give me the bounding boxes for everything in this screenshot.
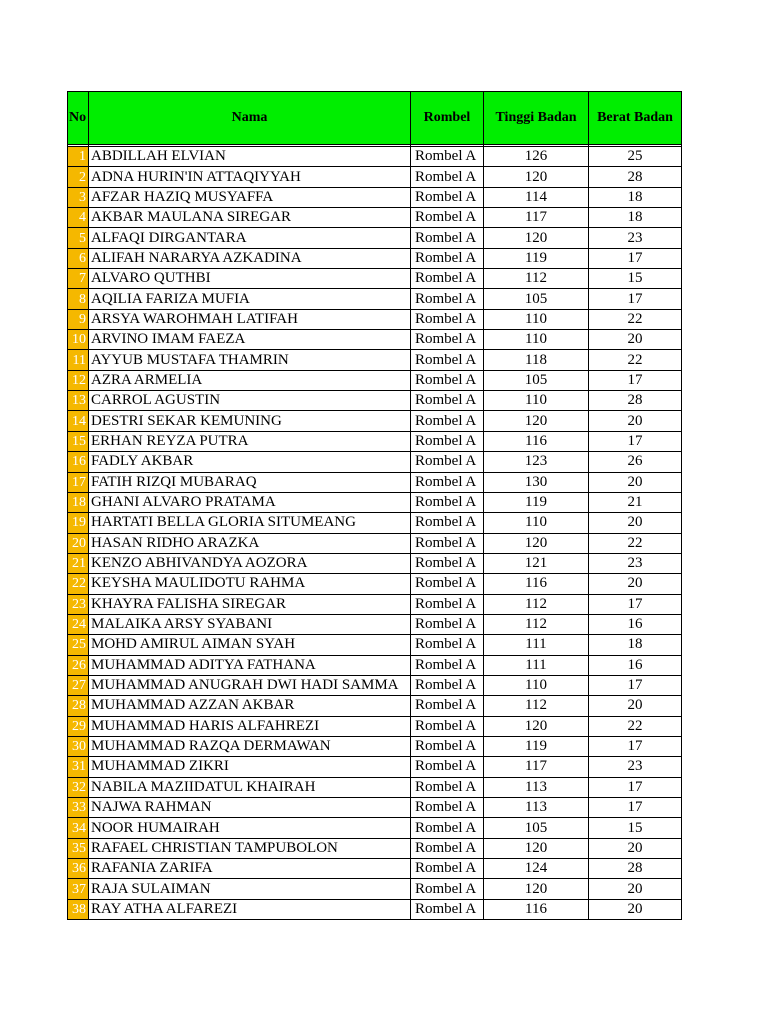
row-number-cell[interactable]: 30 xyxy=(68,736,89,756)
nama-cell[interactable]: FADLY AKBAR xyxy=(89,452,411,472)
rombel-cell[interactable]: Rombel A xyxy=(411,330,484,350)
berat-badan-cell[interactable]: 16 xyxy=(589,655,682,675)
tinggi-badan-cell[interactable]: 111 xyxy=(484,655,589,675)
berat-badan-cell[interactable]: 28 xyxy=(589,167,682,187)
tinggi-badan-cell[interactable]: 119 xyxy=(484,492,589,512)
berat-badan-cell[interactable]: 18 xyxy=(589,187,682,207)
nama-cell[interactable]: MUHAMMAD AZZAN AKBAR xyxy=(89,696,411,716)
berat-badan-cell[interactable]: 20 xyxy=(589,574,682,594)
row-number-cell[interactable]: 17 xyxy=(68,472,89,492)
nama-cell[interactable]: KHAYRA FALISHA SIREGAR xyxy=(89,594,411,614)
row-number-cell[interactable]: 35 xyxy=(68,838,89,858)
berat-badan-cell[interactable]: 20 xyxy=(589,472,682,492)
rombel-cell[interactable]: Rombel A xyxy=(411,594,484,614)
nama-cell[interactable]: GHANI ALVARO PRATAMA xyxy=(89,492,411,512)
rombel-cell[interactable]: Rombel A xyxy=(411,350,484,370)
berat-badan-cell[interactable]: 17 xyxy=(589,594,682,614)
berat-badan-cell[interactable]: 18 xyxy=(589,635,682,655)
rombel-cell[interactable]: Rombel A xyxy=(411,228,484,248)
rombel-cell[interactable]: Rombel A xyxy=(411,309,484,329)
berat-badan-cell[interactable]: 20 xyxy=(589,879,682,899)
header-row xyxy=(68,92,682,145)
tinggi-badan-cell[interactable]: 130 xyxy=(484,472,589,492)
row-number-cell[interactable]: 20 xyxy=(68,533,89,553)
nama-cell[interactable]: ERHAN REYZA PUTRA xyxy=(89,431,411,451)
row-number-cell[interactable]: 19 xyxy=(68,513,89,533)
tinggi-badan-cell[interactable]: 110 xyxy=(484,309,589,329)
tinggi-badan-cell[interactable]: 120 xyxy=(484,838,589,858)
rombel-cell[interactable]: Rombel A xyxy=(411,614,484,634)
tinggi-badan-cell[interactable]: 116 xyxy=(484,899,589,919)
berat-badan-cell[interactable]: 22 xyxy=(589,716,682,736)
nama-cell[interactable]: DESTRI SEKAR KEMUNING xyxy=(89,411,411,431)
rombel-cell[interactable]: Rombel A xyxy=(411,859,484,879)
tinggi-badan-cell[interactable]: 117 xyxy=(484,757,589,777)
tinggi-badan-cell[interactable]: 110 xyxy=(484,513,589,533)
berat-badan-cell[interactable]: 20 xyxy=(589,411,682,431)
berat-badan-cell[interactable]: 23 xyxy=(589,553,682,573)
rombel-cell[interactable]: Rombel A xyxy=(411,289,484,309)
row-number-cell[interactable]: 2 xyxy=(68,167,89,187)
berat-badan-cell[interactable]: 20 xyxy=(589,838,682,858)
row-number-cell[interactable]: 9 xyxy=(68,309,89,329)
nama-cell[interactable]: AFZAR HAZIQ MUSYAFFA xyxy=(89,187,411,207)
tinggi-badan-cell[interactable]: 116 xyxy=(484,431,589,451)
student-data-table xyxy=(67,91,682,920)
table-row xyxy=(68,675,682,695)
rombel-cell[interactable]: Rombel A xyxy=(411,147,484,167)
berat-badan-cell[interactable]: 25 xyxy=(589,147,682,167)
table-row xyxy=(68,716,682,736)
berat-badan-cell[interactable]: 17 xyxy=(589,736,682,756)
berat-badan-cell[interactable]: 17 xyxy=(589,289,682,309)
header-no[interactable]: No xyxy=(68,92,89,145)
nama-cell[interactable]: AKBAR MAULANA SIREGAR xyxy=(89,208,411,228)
nama-cell[interactable]: KEYSHA MAULIDOTU RAHMA xyxy=(89,574,411,594)
row-number-cell[interactable]: 4 xyxy=(68,208,89,228)
berat-badan-cell[interactable]: 20 xyxy=(589,330,682,350)
rombel-cell[interactable]: Rombel A xyxy=(411,167,484,187)
table-row xyxy=(68,533,682,553)
rombel-cell[interactable]: Rombel A xyxy=(411,208,484,228)
tinggi-badan-cell[interactable]: 126 xyxy=(484,147,589,167)
table-row xyxy=(68,330,682,350)
table-row xyxy=(68,452,682,472)
table-row xyxy=(68,370,682,390)
header-tinggi-badan[interactable]: Tinggi Badan xyxy=(484,92,589,145)
row-number-cell[interactable]: 32 xyxy=(68,777,89,797)
table-row xyxy=(68,492,682,512)
table-row xyxy=(68,391,682,411)
nama-cell[interactable]: HASAN RIDHO ARAZKA xyxy=(89,533,411,553)
row-number-cell[interactable]: 21 xyxy=(68,553,89,573)
rombel-cell[interactable]: Rombel A xyxy=(411,757,484,777)
rombel-cell[interactable]: Rombel A xyxy=(411,777,484,797)
tinggi-badan-cell[interactable]: 116 xyxy=(484,574,589,594)
rombel-cell[interactable]: Rombel A xyxy=(411,798,484,818)
tinggi-badan-cell[interactable]: 118 xyxy=(484,350,589,370)
row-number-cell[interactable]: 22 xyxy=(68,574,89,594)
rombel-cell[interactable]: Rombel A xyxy=(411,431,484,451)
berat-badan-cell[interactable]: 22 xyxy=(589,309,682,329)
row-number-cell[interactable]: 23 xyxy=(68,594,89,614)
rombel-cell[interactable]: Rombel A xyxy=(411,248,484,268)
table-row xyxy=(68,147,682,167)
table-row xyxy=(68,899,682,919)
row-number-cell[interactable]: 18 xyxy=(68,492,89,512)
rombel-cell[interactable]: Rombel A xyxy=(411,411,484,431)
table-row xyxy=(68,777,682,797)
table-row xyxy=(68,594,682,614)
table-row xyxy=(68,879,682,899)
table-body xyxy=(68,145,682,920)
nama-cell[interactable]: KENZO ABHIVANDYA AOZORA xyxy=(89,553,411,573)
nama-cell[interactable]: ALIFAH NARARYA AZKADINA xyxy=(89,248,411,268)
rombel-cell[interactable]: Rombel A xyxy=(411,716,484,736)
table-row xyxy=(68,350,682,370)
header-berat-badan[interactable]: Berat Badan xyxy=(589,92,682,145)
tinggi-badan-cell[interactable]: 120 xyxy=(484,716,589,736)
tinggi-badan-cell[interactable]: 112 xyxy=(484,269,589,289)
berat-badan-cell[interactable]: 22 xyxy=(589,533,682,553)
berat-badan-cell[interactable]: 17 xyxy=(589,370,682,390)
nama-cell[interactable]: ARSYA WAROHMAH LATIFAH xyxy=(89,309,411,329)
tinggi-badan-cell[interactable]: 120 xyxy=(484,167,589,187)
nama-cell[interactable]: RAY ATHA ALFAREZI xyxy=(89,899,411,919)
rombel-cell[interactable]: Rombel A xyxy=(411,391,484,411)
tinggi-badan-cell[interactable]: 120 xyxy=(484,411,589,431)
berat-badan-cell[interactable]: 23 xyxy=(589,757,682,777)
tinggi-badan-cell[interactable]: 111 xyxy=(484,635,589,655)
nama-cell[interactable]: HARTATI BELLA GLORIA SITUMEANG xyxy=(89,513,411,533)
tinggi-badan-cell[interactable]: 120 xyxy=(484,533,589,553)
berat-badan-cell[interactable]: 28 xyxy=(589,391,682,411)
row-number-cell[interactable]: 6 xyxy=(68,248,89,268)
table-row xyxy=(68,289,682,309)
row-number-cell[interactable]: 27 xyxy=(68,675,89,695)
nama-cell[interactable]: MUHAMMAD ADITYA FATHANA xyxy=(89,655,411,675)
row-number-cell[interactable]: 7 xyxy=(68,269,89,289)
nama-cell[interactable]: MUHAMMAD ANUGRAH DWI HADI SAMMA xyxy=(89,675,411,695)
rombel-cell[interactable]: Rombel A xyxy=(411,879,484,899)
header-rombel[interactable]: Rombel xyxy=(411,92,484,145)
table-row xyxy=(68,228,682,248)
row-number-cell[interactable]: 31 xyxy=(68,757,89,777)
nama-cell[interactable]: NOOR HUMAIRAH xyxy=(89,818,411,838)
table-row xyxy=(68,472,682,492)
berat-badan-cell[interactable]: 15 xyxy=(589,818,682,838)
rombel-cell[interactable]: Rombel A xyxy=(411,452,484,472)
nama-cell[interactable]: NABILA MAZIIDATUL KHAIRAH xyxy=(89,777,411,797)
rombel-cell[interactable]: Rombel A xyxy=(411,675,484,695)
tinggi-badan-cell[interactable]: 114 xyxy=(484,187,589,207)
tinggi-badan-cell[interactable]: 113 xyxy=(484,777,589,797)
nama-cell[interactable]: AYYUB MUSTAFA THAMRIN xyxy=(89,350,411,370)
tinggi-badan-cell[interactable]: 119 xyxy=(484,736,589,756)
nama-cell[interactable]: ALVARO QUTHBI xyxy=(89,269,411,289)
table-row xyxy=(68,309,682,329)
table-row xyxy=(68,248,682,268)
tinggi-badan-cell[interactable]: 119 xyxy=(484,248,589,268)
header-nama[interactable]: Nama xyxy=(89,92,411,145)
row-number-cell[interactable]: 16 xyxy=(68,452,89,472)
table-row xyxy=(68,696,682,716)
tinggi-badan-cell[interactable]: 124 xyxy=(484,859,589,879)
nama-cell[interactable]: MOHD AMIRUL AIMAN SYAH xyxy=(89,635,411,655)
nama-cell[interactable]: NAJWA RAHMAN xyxy=(89,798,411,818)
row-number-cell[interactable]: 15 xyxy=(68,431,89,451)
tinggi-badan-cell[interactable]: 112 xyxy=(484,594,589,614)
berat-badan-cell[interactable]: 17 xyxy=(589,248,682,268)
tinggi-badan-cell[interactable]: 112 xyxy=(484,614,589,634)
berat-badan-cell[interactable]: 17 xyxy=(589,777,682,797)
tinggi-badan-cell[interactable]: 110 xyxy=(484,330,589,350)
berat-badan-cell[interactable]: 28 xyxy=(589,859,682,879)
rombel-cell[interactable]: Rombel A xyxy=(411,472,484,492)
table-row xyxy=(68,431,682,451)
row-number-cell[interactable]: 38 xyxy=(68,899,89,919)
table-row xyxy=(68,818,682,838)
row-number-cell[interactable]: 29 xyxy=(68,716,89,736)
row-number-cell[interactable]: 36 xyxy=(68,859,89,879)
row-number-cell[interactable]: 11 xyxy=(68,350,89,370)
nama-cell[interactable]: FATIH RIZQI MUBARAQ xyxy=(89,472,411,492)
berat-badan-cell[interactable]: 21 xyxy=(589,492,682,512)
berat-badan-cell[interactable]: 17 xyxy=(589,675,682,695)
table-row xyxy=(68,736,682,756)
nama-cell[interactable]: CARROL AGUSTIN xyxy=(89,391,411,411)
nama-cell[interactable]: MUHAMMAD ZIKRI xyxy=(89,757,411,777)
nama-cell[interactable]: ABDILLAH ELVIAN xyxy=(89,147,411,167)
row-number-cell[interactable]: 26 xyxy=(68,655,89,675)
berat-badan-cell[interactable]: 26 xyxy=(589,452,682,472)
tinggi-badan-cell[interactable]: 123 xyxy=(484,452,589,472)
nama-cell[interactable]: ALFAQI DIRGANTARA xyxy=(89,228,411,248)
row-number-cell[interactable]: 3 xyxy=(68,187,89,207)
rombel-cell[interactable]: Rombel A xyxy=(411,553,484,573)
berat-badan-cell[interactable]: 15 xyxy=(589,269,682,289)
table-row xyxy=(68,167,682,187)
table-row xyxy=(68,513,682,533)
berat-badan-cell[interactable]: 20 xyxy=(589,696,682,716)
table-row xyxy=(68,614,682,634)
table-row xyxy=(68,838,682,858)
rombel-cell[interactable]: Rombel A xyxy=(411,838,484,858)
berat-badan-cell[interactable]: 20 xyxy=(589,899,682,919)
row-number-cell[interactable]: 12 xyxy=(68,370,89,390)
row-number-cell[interactable]: 34 xyxy=(68,818,89,838)
nama-cell[interactable]: AQILIA FARIZA MUFIA xyxy=(89,289,411,309)
table-row xyxy=(68,553,682,573)
nama-cell[interactable]: RAJA SULAIMAN xyxy=(89,879,411,899)
row-number-cell[interactable]: 33 xyxy=(68,798,89,818)
berat-badan-cell[interactable]: 23 xyxy=(589,228,682,248)
row-number-cell[interactable]: 24 xyxy=(68,614,89,634)
table-row xyxy=(68,187,682,207)
nama-cell[interactable]: AZRA ARMELIA xyxy=(89,370,411,390)
row-number-cell[interactable]: 13 xyxy=(68,391,89,411)
berat-badan-cell[interactable]: 22 xyxy=(589,350,682,370)
berat-badan-cell[interactable]: 20 xyxy=(589,513,682,533)
nama-cell[interactable]: RAFANIA ZARIFA xyxy=(89,859,411,879)
rombel-cell[interactable]: Rombel A xyxy=(411,696,484,716)
rombel-cell[interactable]: Rombel A xyxy=(411,574,484,594)
tinggi-badan-cell[interactable]: 105 xyxy=(484,818,589,838)
tinggi-badan-cell[interactable]: 112 xyxy=(484,696,589,716)
table-row xyxy=(68,655,682,675)
tinggi-badan-cell[interactable]: 117 xyxy=(484,208,589,228)
row-number-cell[interactable]: 28 xyxy=(68,696,89,716)
row-number-cell[interactable]: 5 xyxy=(68,228,89,248)
tinggi-badan-cell[interactable]: 120 xyxy=(484,228,589,248)
row-number-cell[interactable]: 14 xyxy=(68,411,89,431)
tinggi-badan-cell[interactable]: 110 xyxy=(484,675,589,695)
nama-cell[interactable]: MALAIKA ARSY SYABANI xyxy=(89,614,411,634)
row-number-cell[interactable]: 10 xyxy=(68,330,89,350)
table-row xyxy=(68,411,682,431)
rombel-cell[interactable]: Rombel A xyxy=(411,513,484,533)
rombel-cell[interactable]: Rombel A xyxy=(411,187,484,207)
table-row xyxy=(68,269,682,289)
berat-badan-cell[interactable]: 16 xyxy=(589,614,682,634)
rombel-cell[interactable]: Rombel A xyxy=(411,736,484,756)
nama-cell[interactable]: MUHAMMAD HARIS ALFAHREZI xyxy=(89,716,411,736)
tinggi-badan-cell[interactable]: 105 xyxy=(484,370,589,390)
table-row xyxy=(68,798,682,818)
tinggi-badan-cell[interactable]: 105 xyxy=(484,289,589,309)
tinggi-badan-cell[interactable]: 121 xyxy=(484,553,589,573)
table-row xyxy=(68,757,682,777)
berat-badan-cell[interactable]: 17 xyxy=(589,431,682,451)
rombel-cell[interactable]: Rombel A xyxy=(411,533,484,553)
nama-cell[interactable]: ADNA HURIN'IN ATTAQIYYAH xyxy=(89,167,411,187)
tinggi-badan-cell[interactable]: 113 xyxy=(484,798,589,818)
rombel-cell[interactable]: Rombel A xyxy=(411,269,484,289)
table-row xyxy=(68,635,682,655)
berat-badan-cell[interactable]: 18 xyxy=(589,208,682,228)
row-number-cell[interactable]: 1 xyxy=(68,147,89,167)
rombel-cell[interactable]: Rombel A xyxy=(411,492,484,512)
tinggi-badan-cell[interactable]: 120 xyxy=(484,879,589,899)
table-row xyxy=(68,574,682,594)
row-number-cell[interactable]: 25 xyxy=(68,635,89,655)
nama-cell[interactable]: MUHAMMAD RAZQA DERMAWAN xyxy=(89,736,411,756)
nama-cell[interactable]: ARVINO IMAM FAEZA xyxy=(89,330,411,350)
tinggi-badan-cell[interactable]: 110 xyxy=(484,391,589,411)
rombel-cell[interactable]: Rombel A xyxy=(411,635,484,655)
berat-badan-cell[interactable]: 17 xyxy=(589,798,682,818)
rombel-cell[interactable]: Rombel A xyxy=(411,899,484,919)
table-row xyxy=(68,859,682,879)
nama-cell[interactable]: RAFAEL CHRISTIAN TAMPUBOLON xyxy=(89,838,411,858)
row-number-cell[interactable]: 37 xyxy=(68,879,89,899)
row-number-cell[interactable]: 8 xyxy=(68,289,89,309)
rombel-cell[interactable]: Rombel A xyxy=(411,370,484,390)
rombel-cell[interactable]: Rombel A xyxy=(411,818,484,838)
table-row xyxy=(68,208,682,228)
rombel-cell[interactable]: Rombel A xyxy=(411,655,484,675)
